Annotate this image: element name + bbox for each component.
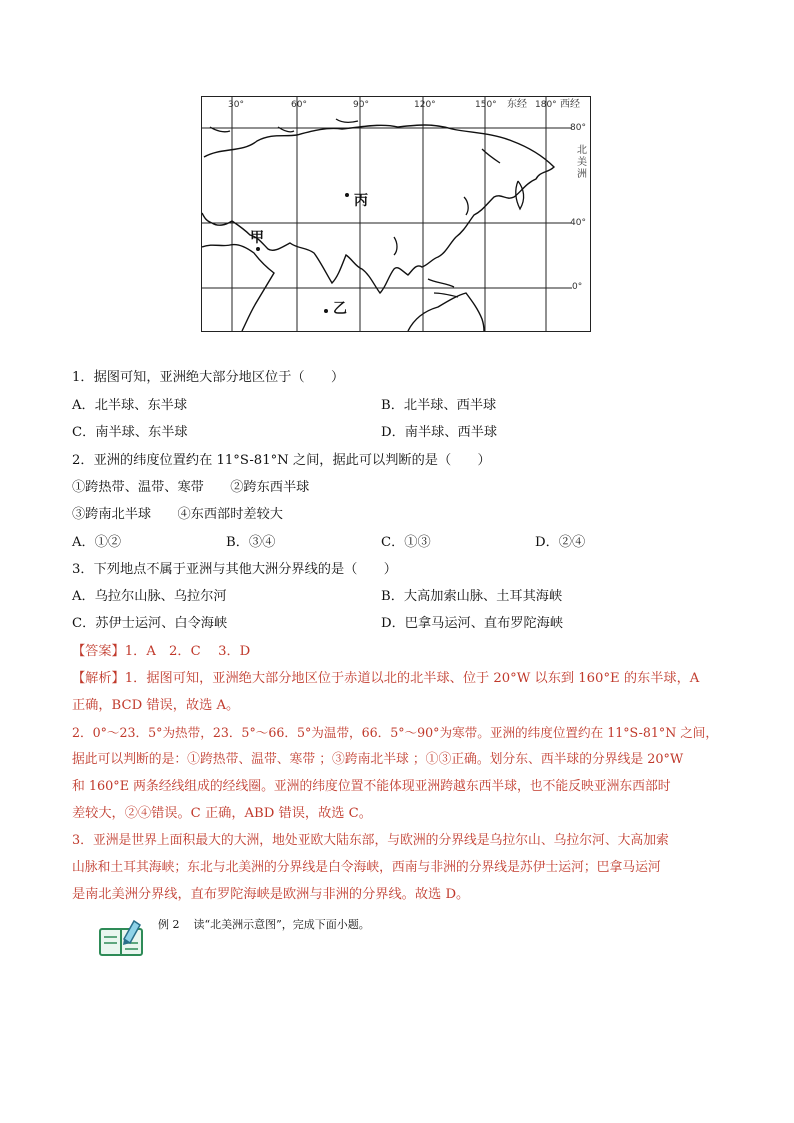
lon-label: 180° (535, 100, 557, 110)
analysis-line-7: 3．亚洲是世界上面积最大的大洲，地处亚欧大陆东部，与欧洲的分界线是乌拉尔山、乌拉尔河、大高加索 (72, 833, 669, 848)
example-label: 例 2 (158, 918, 180, 931)
answer-tag: 【答案】 (72, 644, 125, 659)
q2-stem: 2．亚洲的纬度位置约在 11°S-81°N 之间，据此可以判断的是（ ） (72, 453, 491, 468)
q1-stem: 1．据图可知，亚洲绝大部分地区位于（ ） (72, 370, 345, 385)
analysis-line-8: 山脉和土耳其海峡；东北与北美洲的分界线是白令海峡，西南与非洲的分界线是苏伊士运河；巴拿马运河 (72, 860, 661, 875)
lat-label: 0° (572, 282, 583, 292)
q3-option-d[interactable]: D．巴拿马运河、直布罗陀海峡 (381, 616, 564, 631)
place-yi: 乙 (333, 301, 347, 317)
q2-option-b[interactable]: B．③④ (226, 535, 276, 550)
q2-statements-1: ①跨热带、温带、寒带 ②跨东西半球 (72, 480, 310, 495)
q3-option-a[interactable]: A．乌拉尔山脉、乌拉尔河 (72, 589, 227, 604)
lon-label: 120° (414, 100, 436, 110)
lon-label: 150° (475, 100, 497, 110)
lon-label: 60° (291, 100, 307, 110)
lat-label: 40° (570, 218, 586, 228)
q2-option-a[interactable]: A．①② (72, 535, 122, 550)
lon-label: 90° (353, 100, 369, 110)
q1-option-b[interactable]: B．北半球、西半球 (381, 398, 497, 413)
lat-label: 80° (570, 123, 586, 133)
analysis-line-2: 正确，BCD 错误，故选 A。 (72, 698, 240, 713)
q2-option-c[interactable]: C．①③ (381, 535, 431, 550)
analysis-tag: 【解析】 (72, 671, 125, 686)
q2-option-d[interactable]: D．②④ (535, 535, 586, 550)
q2-statements-2: ③跨南北半球 ④东西部时差较大 (72, 507, 283, 522)
east-longitude-label: 东经 (507, 99, 527, 110)
answer-text: 1．A 2．C 3．D (124, 644, 251, 659)
map-graphic (202, 97, 590, 331)
analysis-text-1: 1．据图可知，亚洲绝大部分地区位于赤道以北的北半球、位于 20°W 以东到 160°E 的东半球，A (124, 671, 700, 686)
analysis-line-5: 和 160°E 两条经线组成的经线圈。亚洲的纬度位置不能体现亚洲跨越东西半球，也不能反映亚洲东西部时 (72, 779, 671, 794)
lon-label: 30° (228, 100, 244, 110)
analysis-line-3: 2．0°～23．5°为热带，23．5°～66．5°为温带，66．5°～90°为寒带。亚洲的纬度位置约在 11°S-81°N 之间， (72, 725, 718, 740)
q1-option-a[interactable]: A．北半球、东半球 (72, 398, 188, 413)
example-text: 读“北美洲示意图”，完成下面小题。 (193, 918, 370, 931)
q1-option-c[interactable]: C．南半球、东半球 (72, 425, 188, 440)
q3-option-c[interactable]: C．苏伊士运河、白令海峡 (72, 616, 228, 631)
q1-option-d[interactable]: D．南半球、西半球 (381, 425, 498, 440)
north-america-label: 北美洲 (577, 145, 587, 180)
place-jia: 甲 (250, 230, 264, 246)
example-heading (158, 917, 370, 933)
analysis-line-4: 据此可以判断的是：①跨热带、温带、寒带 ；③跨南北半球 ；①③正确。划分东、西半球的分界线是 20°W (72, 752, 684, 767)
place-bing: 丙 (354, 193, 368, 209)
q3-option-b[interactable]: B．大高加索山脉、土耳其海峡 (381, 589, 563, 604)
q3-stem: 3．下列地点不属于亚洲与其他大洲分界线的是（ ） (72, 562, 397, 577)
asia-map (201, 96, 591, 332)
analysis-line-6: 差较大，②④错误。C 正确，ABD 错误，故选 C。 (72, 806, 372, 821)
analysis-line-9: 是南北美洲分界线，直布罗陀海峡是欧洲与非洲的分界线。故选 D。 (72, 887, 470, 902)
answer-line (72, 642, 250, 662)
analysis-line-1 (72, 669, 699, 689)
notebook-pencil-icon (98, 917, 146, 959)
west-longitude-label: 西经 (560, 99, 580, 110)
